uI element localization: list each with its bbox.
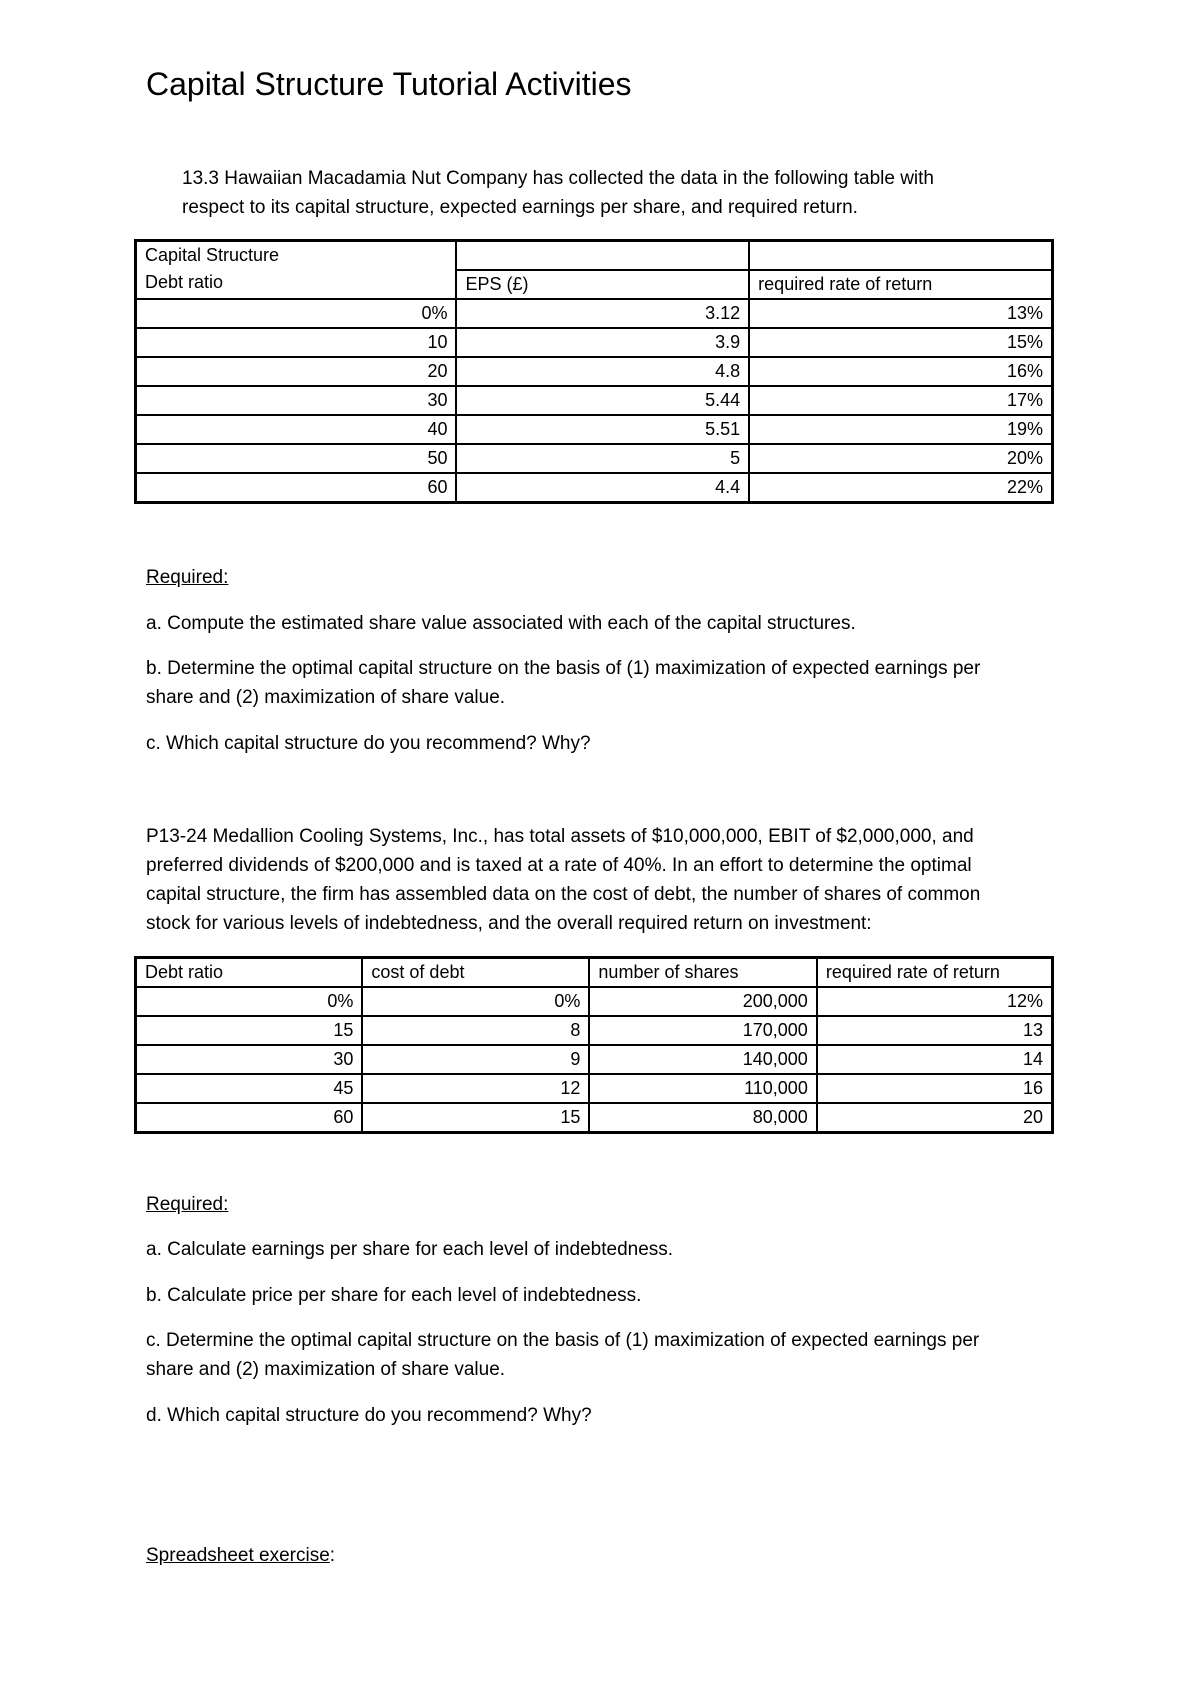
- q1-intro-line1: 13.3 Hawaiian Macadamia Nut Company has collected the data in the following table with: [182, 168, 934, 189]
- table-header-debt-ratio: Debt ratio: [136, 958, 363, 988]
- table-cell: 16: [817, 1074, 1053, 1103]
- table-cell: 14: [817, 1045, 1053, 1074]
- table-row: [136, 987, 1053, 1016]
- table-header-blank: [456, 241, 749, 271]
- q1-item-b: b. Determine the optimal capital structure on the basis of (1) maximization of expected earnings per: [146, 658, 981, 679]
- table-cell: 10: [136, 328, 457, 357]
- q2-item-c: c. Determine the optimal capital structure on the basis of (1) maximization of expected earnings per: [146, 1330, 980, 1351]
- table-cell: 12%: [817, 987, 1053, 1016]
- table-cell: 5: [456, 444, 749, 473]
- table-cell: 4.8: [456, 357, 749, 386]
- spreadsheet-colon: :: [329, 1545, 336, 1566]
- table-cell: 13: [817, 1016, 1053, 1045]
- table-header-cell: [136, 241, 457, 300]
- q1-intro-line2: respect to its capital structure, expected earnings per share, and required return.: [182, 197, 858, 218]
- table-row: [136, 1074, 1053, 1103]
- table-cell: 170,000: [589, 1016, 816, 1045]
- table-cell: 140,000: [589, 1045, 816, 1074]
- table-cell: 60: [136, 473, 457, 503]
- table-cell: 4.4: [456, 473, 749, 503]
- table-row: [136, 415, 1053, 444]
- table-cell: 15: [362, 1103, 589, 1133]
- q2-item-a: a. Calculate earnings per share for each level of indebtedness.: [146, 1239, 674, 1260]
- table-cell: 20%: [749, 444, 1052, 473]
- table-header-required-return: required rate of return: [749, 270, 1052, 299]
- q2-item-b: b. Calculate price per share for each level of indebtedness.: [146, 1285, 642, 1306]
- capital-structure-table: [134, 239, 1054, 504]
- q2-required-label: Required:: [146, 1194, 229, 1215]
- table-cell: 0%: [362, 987, 589, 1016]
- spreadsheet-heading: [146, 1541, 335, 1570]
- page-title: Capital Structure Tutorial Activities: [146, 66, 632, 102]
- table-cell: 50: [136, 444, 457, 473]
- table-header-cost-of-debt: cost of debt: [362, 958, 589, 988]
- table-row: [136, 1016, 1053, 1045]
- table-cell: 0%: [136, 987, 363, 1016]
- table-row: [136, 444, 1053, 473]
- table-cell: 9: [362, 1045, 589, 1074]
- q1-item-b-cont: share and (2) maximization of share value.: [146, 687, 506, 708]
- table-cell: 110,000: [589, 1074, 816, 1103]
- spreadsheet-label: Spreadsheet exercise: [146, 1545, 330, 1566]
- table-row: [136, 328, 1053, 357]
- table-cell: 8: [362, 1016, 589, 1045]
- table-row: [136, 1103, 1053, 1133]
- table-cell: 17%: [749, 386, 1052, 415]
- table-cell: 30: [136, 386, 457, 415]
- q1-item-c: c. Which capital structure do you recommend? Why?: [146, 733, 591, 754]
- table-header-row: [136, 241, 1053, 271]
- table-header-top: Capital Structure: [145, 245, 280, 265]
- table-header-number-of-shares: number of shares: [589, 958, 816, 988]
- q2-intro-line1: P13-24 Medallion Cooling Systems, Inc., has total assets of $10,000,000, EBIT of $2,000,000, and: [146, 826, 974, 847]
- table-row: [136, 1045, 1053, 1074]
- table-cell: 3.12: [456, 299, 749, 328]
- q2-item-d: d. Which capital structure do you recommend? Why?: [146, 1405, 592, 1426]
- table-row: [136, 386, 1053, 415]
- table-cell: 5.44: [456, 386, 749, 415]
- table-header-blank: [749, 241, 1052, 271]
- table-cell: 60: [136, 1103, 363, 1133]
- table-row: [136, 473, 1053, 503]
- table-cell: 200,000: [589, 987, 816, 1016]
- table-cell: 12: [362, 1074, 589, 1103]
- table-cell: 30: [136, 1045, 363, 1074]
- table-header-required-return: required rate of return: [817, 958, 1053, 988]
- table-cell: 22%: [749, 473, 1052, 503]
- table-header-debt-ratio: Debt ratio: [145, 272, 224, 292]
- q2-intro-line2: preferred dividends of $200,000 and is taxed at a rate of 40%. In an effort to determine the optimal: [146, 855, 972, 876]
- table-cell: 5.51: [456, 415, 749, 444]
- q1-item-a: a. Compute the estimated share value associated with each of the capital structures.: [146, 613, 856, 634]
- table-cell: 16%: [749, 357, 1052, 386]
- table-cell: 20: [136, 357, 457, 386]
- table-cell: 3.9: [456, 328, 749, 357]
- table-cell: 0%: [136, 299, 457, 328]
- medallion-table: [134, 956, 1054, 1134]
- table-cell: 80,000: [589, 1103, 816, 1133]
- q2-intro-line4: stock for various levels of indebtedness, and the overall required return on investment:: [146, 913, 872, 934]
- table-header-eps: EPS (£): [456, 270, 749, 299]
- table-header-row: [136, 958, 1053, 988]
- q2-intro-line3: capital structure, the firm has assembled data on the cost of debt, the number of shares of common: [146, 884, 981, 905]
- table-row: [136, 357, 1053, 386]
- table-cell: 40: [136, 415, 457, 444]
- q1-required-label: Required:: [146, 567, 229, 588]
- table-cell: 13%: [749, 299, 1052, 328]
- q2-item-c-cont: share and (2) maximization of share value.: [146, 1359, 506, 1380]
- table-cell: 15%: [749, 328, 1052, 357]
- table-row: [136, 299, 1053, 328]
- table-cell: 20: [817, 1103, 1053, 1133]
- table-cell: 15: [136, 1016, 363, 1045]
- table-cell: 45: [136, 1074, 363, 1103]
- table-cell: 19%: [749, 415, 1052, 444]
